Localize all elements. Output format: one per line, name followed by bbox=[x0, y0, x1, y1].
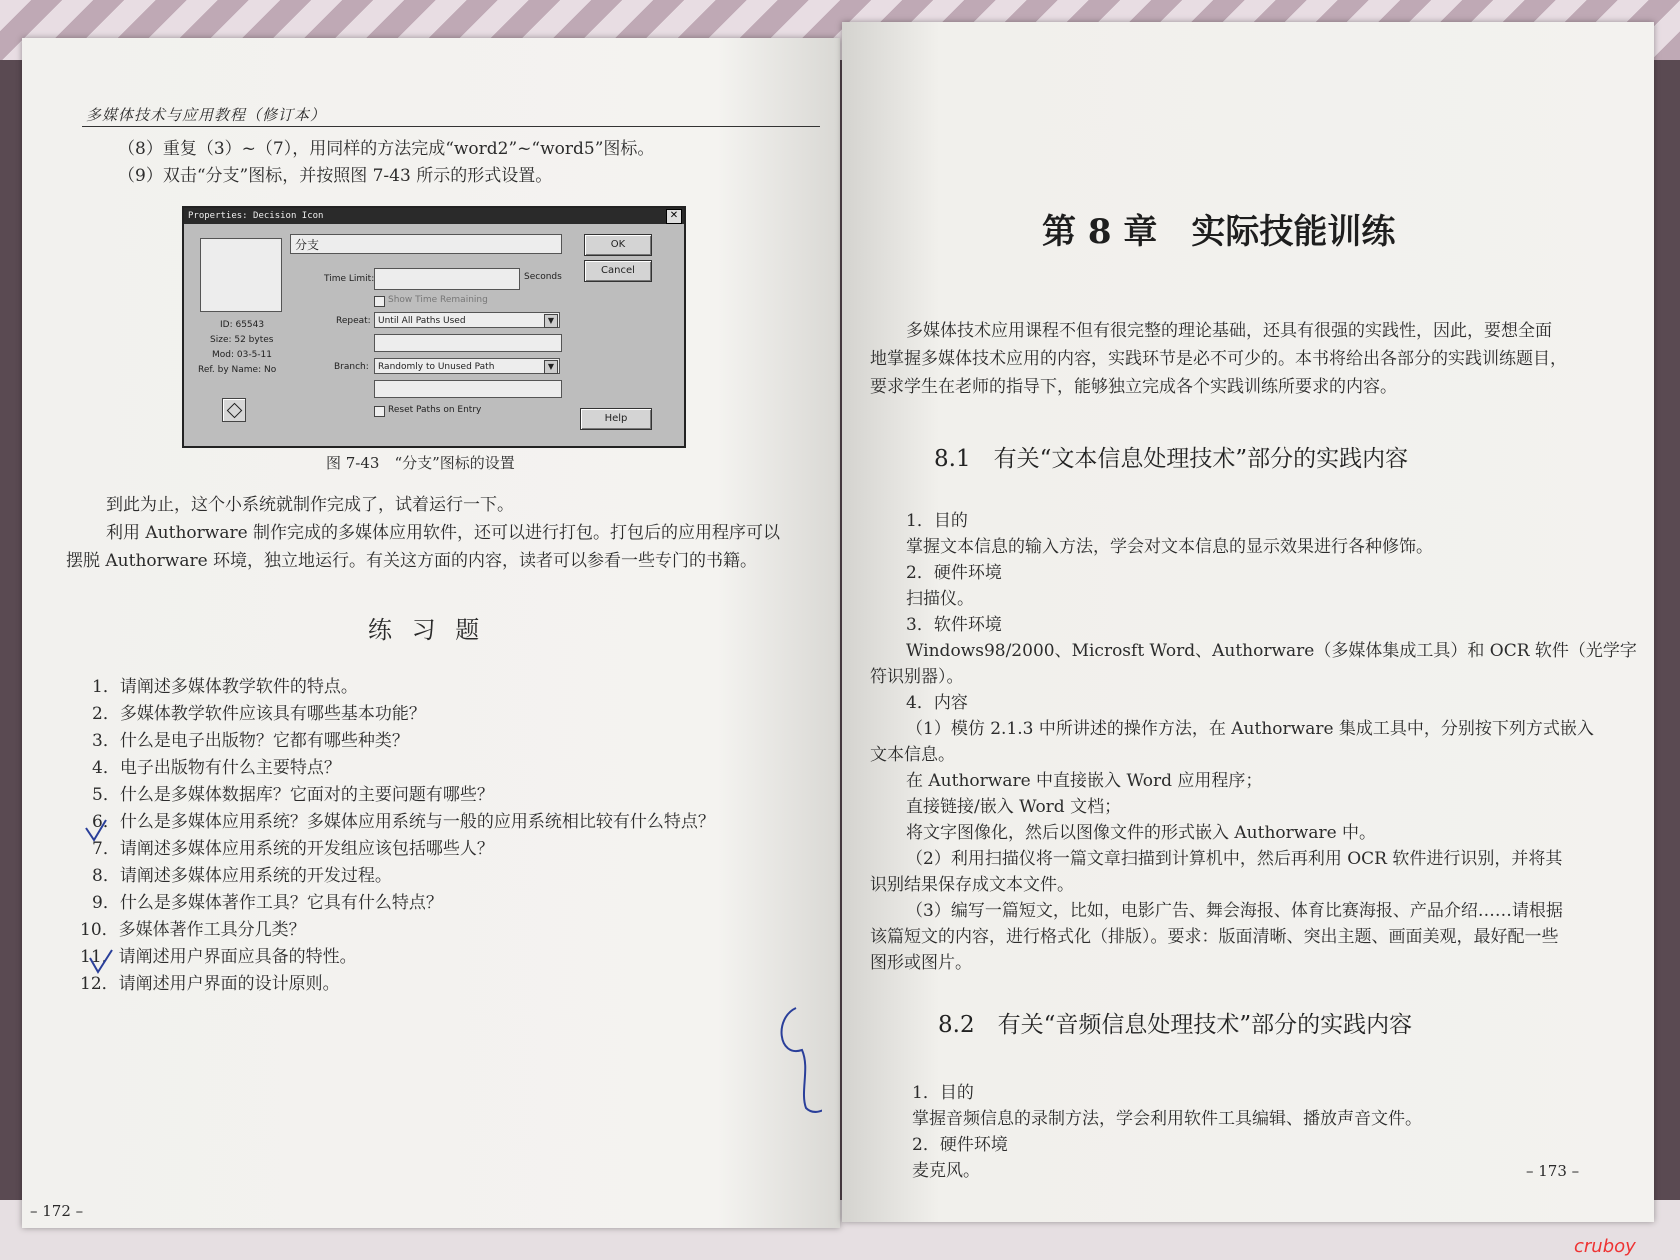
repeat-condition-input[interactable] bbox=[374, 334, 562, 352]
section-8-1-title: 8.1 有关“文本信息处理技术”部分的实践内容 bbox=[934, 446, 1409, 472]
exercise-title: 练 习 题 bbox=[368, 616, 486, 644]
page-number: – 172 – bbox=[30, 1202, 84, 1220]
branch-label: Branch: bbox=[334, 362, 369, 372]
intro-line-1: 多媒体技术应用课程不但有很完整的理论基础，还具有很强的实践性，因此，要想全面 bbox=[906, 321, 1552, 341]
intro-line-3: 要求学生在老师的指导下，能够独立完成各个实践训练所要求的内容。 bbox=[870, 377, 1397, 397]
icon-size: Size: 52 bytes bbox=[210, 335, 274, 345]
help-button[interactable]: Help bbox=[580, 408, 652, 430]
chevron-down-icon: ▼ bbox=[544, 314, 558, 328]
header-rule bbox=[82, 126, 820, 127]
s1-item: 直接链接/嵌入 Word 文档； bbox=[906, 797, 1122, 817]
s2-item: 2．硬件环境 bbox=[912, 1135, 1008, 1155]
step-9: （9）双击“分支”图标，并按照图 7-43 所示的形式设置。 bbox=[118, 166, 553, 186]
left-page bbox=[22, 38, 840, 1228]
s1-item: 掌握文本信息的输入方法，学会对文本信息的显示效果进行各种修饰。 bbox=[906, 537, 1433, 557]
chevron-down-icon: ▼ bbox=[544, 360, 558, 374]
s2-item: 麦克风。 bbox=[912, 1161, 980, 1181]
exercise-3: 3．什么是电子出版物？它都有哪些种类？ bbox=[92, 731, 409, 751]
s1-item: 图形或图片。 bbox=[870, 953, 972, 973]
dialog-title: Properties: Decision Icon bbox=[184, 208, 684, 224]
exercise-5: 5．什么是多媒体数据库？它面对的主要问题有哪些？ bbox=[92, 785, 494, 805]
exercise-2: 2．多媒体教学软件应该具有哪些基本功能？ bbox=[92, 704, 426, 724]
section-8-2-title: 8.2 有关“音频信息处理技术”部分的实践内容 bbox=[938, 1012, 1413, 1038]
show-time-label: Show Time Remaining bbox=[388, 295, 488, 305]
decision-icon bbox=[222, 398, 246, 422]
icon-name-input[interactable]: 分支 bbox=[290, 234, 562, 254]
show-time-checkbox[interactable] bbox=[374, 296, 385, 307]
figure-caption: 图 7-43 “分支”图标的设置 bbox=[326, 454, 515, 472]
branch-select[interactable] bbox=[374, 358, 560, 374]
time-limit-input[interactable] bbox=[374, 268, 520, 290]
s1-item: （2）利用扫描仪将一篇文章扫描到计算机中，然后再利用 OCR 软件进行识别，并将其 bbox=[906, 849, 1563, 869]
exercise-4: 4．电子出版物有什么主要特点？ bbox=[92, 758, 341, 778]
branch-condition-input[interactable] bbox=[374, 380, 562, 398]
exercise-1: 1．请阐述多媒体教学软件的特点。 bbox=[92, 677, 358, 697]
exercise-12: 12．请阐述用户界面的设计原则。 bbox=[80, 974, 340, 994]
repeat-label: Repeat: bbox=[336, 316, 371, 326]
exercise-11: 11．请阐述用户界面应具备的特性。 bbox=[80, 947, 357, 967]
running-head: 多媒体技术与应用教程（修订本） bbox=[86, 106, 327, 124]
ok-button[interactable]: OK bbox=[584, 234, 652, 256]
cancel-button[interactable]: Cancel bbox=[584, 260, 652, 282]
seconds-label: Seconds bbox=[524, 272, 562, 282]
s1-item: 扫描仪。 bbox=[906, 589, 974, 609]
paragraph-2-line-1: 利用 Authorware 制作完成的多媒体应用软件，还可以进行打包。打包后的应用程序可以 bbox=[106, 523, 781, 543]
intro-line-2: 地掌握多媒体技术应用的内容，实践环节是必不可少的。本书将给出各部分的实践训练题目， bbox=[870, 349, 1567, 369]
icon-mod-date: Mod: 03-5-11 bbox=[212, 350, 273, 360]
s1-item: 符识别器）。 bbox=[870, 667, 964, 687]
chapter-title: 第 8 章 实际技能训练 bbox=[1042, 212, 1396, 252]
reset-paths-label: Reset Paths on Entry bbox=[388, 405, 482, 415]
close-icon[interactable]: ✕ bbox=[666, 209, 682, 224]
s1-item: 在 Authorware 中直接嵌入 Word 应用程序； bbox=[906, 771, 1263, 791]
s1-item: 将文字图像化，然后以图像文件的形式嵌入 Authorware 中。 bbox=[906, 823, 1377, 843]
repeat-value: Until All Paths Used bbox=[378, 316, 466, 326]
page-number: – 173 – bbox=[1526, 1162, 1580, 1180]
s1-item: Windows98/2000、Microsft Word、Authorware（多媒体集成工具）和 OCR 软件（光学字 bbox=[906, 641, 1637, 661]
decision-icon-properties-dialog bbox=[182, 206, 686, 448]
right-page bbox=[842, 22, 1654, 1222]
s2-item: 1．目的 bbox=[912, 1083, 974, 1103]
s1-item: 该篇短文的内容，进行格式化（排版）。要求：版面清晰、突出主题、画面美观，最好配一些 bbox=[870, 927, 1559, 947]
s1-item: 3．软件环境 bbox=[906, 615, 1002, 635]
time-limit-label: Time Limit: bbox=[324, 274, 375, 284]
s1-item: （1）模仿 2.1.3 中所讲述的操作方法，在 Authorware 集成工具中，分别按下列方式嵌入 bbox=[906, 719, 1594, 739]
exercise-10: 10．多媒体著作工具分几类？ bbox=[80, 920, 306, 940]
icon-ref-by-name: Ref. by Name: No bbox=[198, 365, 277, 375]
s1-item: 文本信息。 bbox=[870, 745, 955, 765]
paragraph-2-line-2: 摆脱 Authorware 环境，独立地运行。有关这方面的内容，读者可以参看一些专门的书籍。 bbox=[66, 551, 758, 571]
s1-item: 2．硬件环境 bbox=[906, 563, 1002, 583]
branch-value: Randomly to Unused Path bbox=[378, 362, 495, 372]
exercise-9: 9．什么是多媒体著作工具？它具有什么特点？ bbox=[92, 893, 443, 913]
s1-item: 识别结果保存成文本文件。 bbox=[870, 875, 1074, 895]
reset-paths-checkbox[interactable] bbox=[374, 406, 385, 417]
step-8: （8）重复（3）~（7），用同样的方法完成“word2”~“word5”图标。 bbox=[118, 139, 655, 159]
exercise-8: 8．请阐述多媒体应用系统的开发过程。 bbox=[92, 866, 392, 886]
exercise-6: 6．什么是多媒体应用系统？多媒体应用系统与一般的应用系统相比较有什么特点？ bbox=[92, 812, 715, 832]
s2-item: 掌握音频信息的录制方法，学会利用软件工具编辑、播放声音文件。 bbox=[912, 1109, 1422, 1129]
s1-item: 1．目的 bbox=[906, 511, 968, 531]
s1-item: （3）编写一篇短文，比如，电影广告、舞会海报、体育比赛海报、产品介绍……请根据 bbox=[906, 901, 1563, 921]
repeat-select[interactable] bbox=[374, 312, 560, 328]
exercise-7: 7．请阐述多媒体应用系统的开发组应该包括哪些人？ bbox=[92, 839, 494, 859]
paragraph-1: 到此为止，这个小系统就制作完成了，试着运行一下。 bbox=[106, 495, 514, 515]
watermark: cruboy bbox=[1574, 1236, 1636, 1257]
icon-preview bbox=[200, 238, 282, 312]
s1-item: 4．内容 bbox=[906, 693, 968, 713]
icon-id: ID: 65543 bbox=[220, 320, 265, 330]
